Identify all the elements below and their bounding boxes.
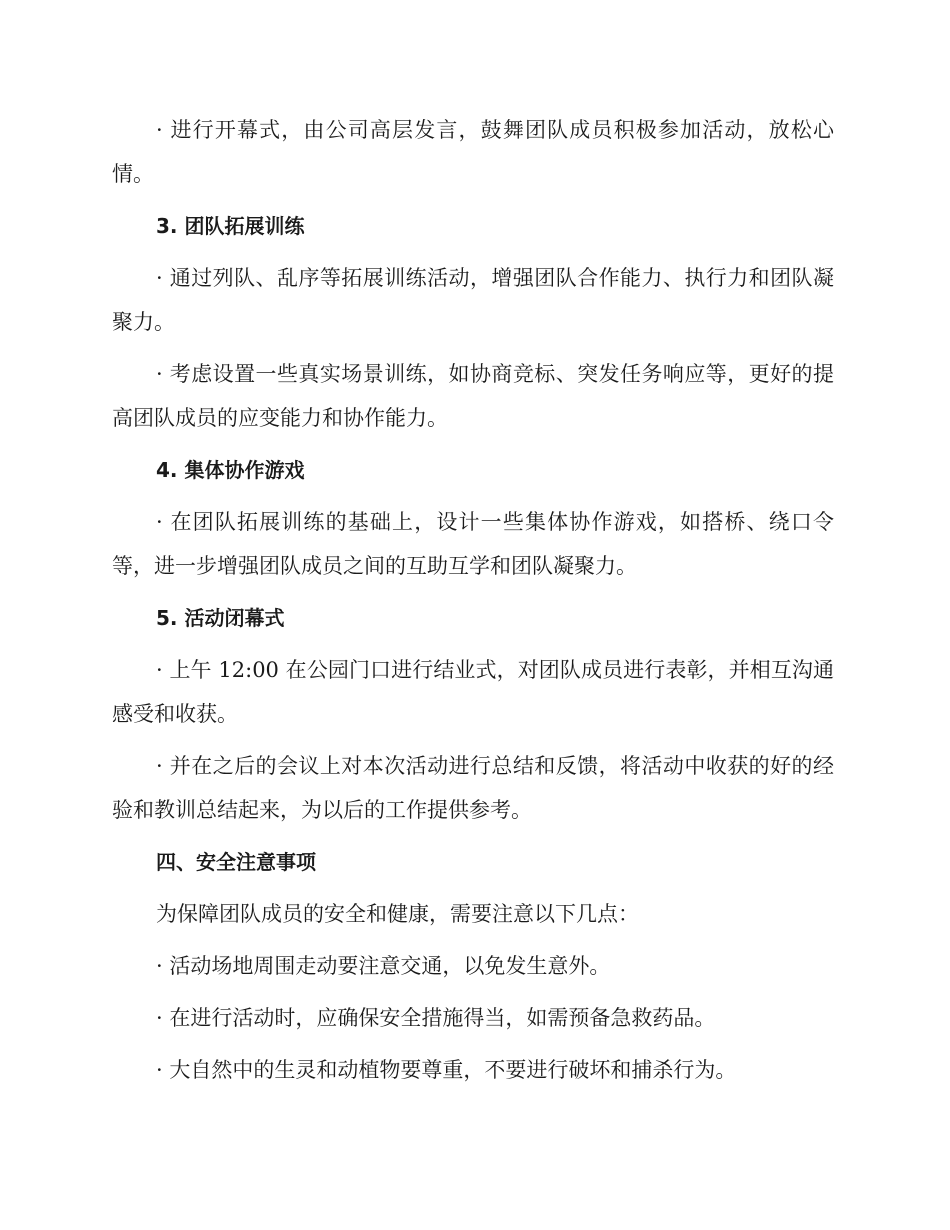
- paragraph-closing-ceremony: · 上午 12:00 在公园门口进行结业式，对团队成员进行表彰，并相互沟通感受和收获。: [112, 658, 834, 726]
- heading-group-games: 4. 集体协作游戏: [156, 458, 305, 482]
- document-body: [112, 108, 834, 1100]
- paragraph-safety-traffic: · 活动场地周围走动要注意交通，以免发生意外。: [156, 954, 611, 978]
- paragraph-safety-nature: · 大自然中的生灵和动植物要尊重，不要进行破坏和捕杀行为。: [156, 1058, 737, 1082]
- paragraph-safety-intro: 为保障团队成员的安全和健康，需要注意以下几点：: [156, 902, 639, 926]
- heading-team-training: 3. 团队拓展训练: [156, 214, 305, 238]
- paragraph-training-activities: · 通过列队、乱序等拓展训练活动，增强团队合作能力、执行力和团队凝聚力。: [112, 266, 834, 334]
- heading-closing-ceremony: 5. 活动闭幕式: [156, 606, 285, 630]
- paragraph-scenario-training: · 考虑设置一些真实场景训练，如协商竞标、突发任务响应等，更好的提高团队成员的应变能力和协作能力。: [112, 362, 834, 430]
- paragraph-opening-ceremony: · 进行开幕式，由公司高层发言，鼓舞团队成员积极参加活动，放松心情。: [112, 118, 834, 186]
- paragraph-group-games: · 在团队拓展训练的基础上，设计一些集体协作游戏，如搭桥、绕口令等，进一步增强团队成员之间的互助互学和团队凝聚力。: [112, 510, 834, 578]
- paragraph-safety-measures: · 在进行活动时，应确保安全措施得当，如需预备急救药品。: [156, 1006, 716, 1030]
- paragraph-summary-feedback: · 并在之后的会议上对本次活动进行总结和反馈，将活动中收获的好的经验和教训总结起来，为以后的工作提供参考。: [112, 754, 834, 822]
- heading-safety-notes: 四、安全注意事项: [156, 850, 316, 874]
